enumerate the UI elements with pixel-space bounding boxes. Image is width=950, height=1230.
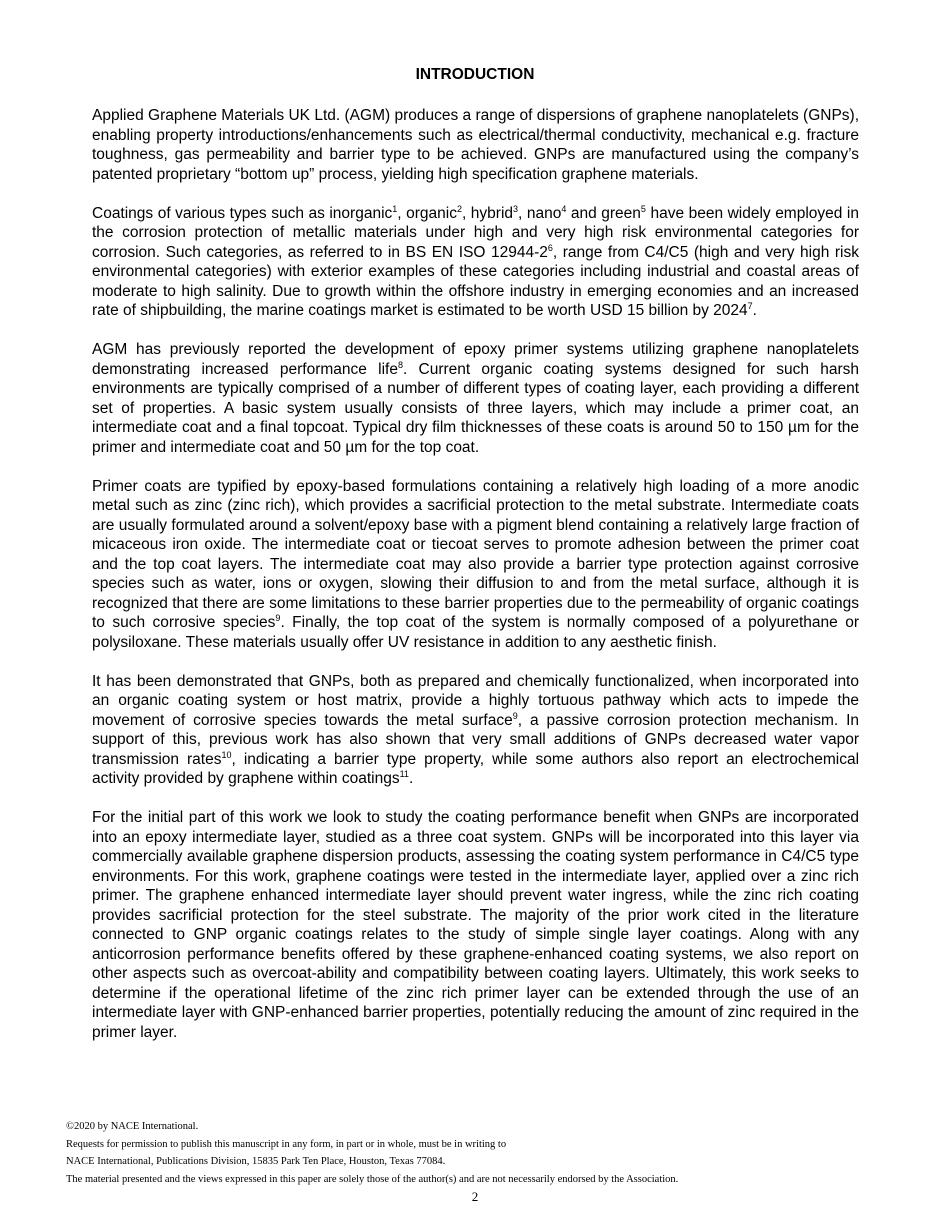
citation-superscript: 7	[747, 301, 753, 311]
paragraph-text: , nano	[518, 204, 562, 222]
paragraph-text: Primer coats are typified by epoxy-based formulations containing a relatively high loading of a more anodic metal such as zinc (zinc rich), which provides a sacrificial protection to the metal substrate. Intermediate coats are usually formulated around a solvent/epoxy base with a pigment blend containing a relatively large fraction of micaceous iron oxide. The intermediate coat or tiecoat serves to promote adhesion between the primer coat and the top coat layers. The intermediate coat may also provide a barrier type protection against corrosive species such as water, ions or oxygen, slowing their diffusion to and from the metal surface, although it is recognized that there are some limitations to these barrier properties due to the permeability of organic coatings to such corrosive species	[92, 477, 859, 631]
citation-superscript: 8	[397, 359, 403, 370]
citation-superscript: 10	[221, 749, 232, 760]
copyright-line: ©2020 by NACE International.	[66, 1121, 199, 1132]
paragraph-text: , a passive corrosion protection mechanism. In support of this, previous work has also shown that very small additions of GNPs decreased water vapor transmission rates	[92, 711, 860, 768]
section-heading: INTRODUCTION	[415, 66, 535, 83]
paragraph-text: . Finally, the top coat of the system is normally composed of a polyurethane or polysiloxane. These materials usually offer UV resistance in addition to any aesthetic finish.	[92, 614, 859, 651]
paragraph-text: , indicating a barrier type property, while some authors also report an electrochemical activity provided by graphene within coatings	[92, 750, 860, 787]
copyright-footer	[66, 1118, 886, 1188]
citation-superscript: 11	[399, 769, 409, 779]
paragraph-text: Applied Graphene Materials UK Ltd. (AGM) produces a range of dispersions of graphene nanoplatelets (GNPs), enabling property introductions/enhancements such as electrical/thermal conductivity, mechanical e.g. fracture toughness, gas permeability and barrier type to be achieved. GNPs are manufactured using the company’s patented proprietary “bottom up” process, yielding high specification graphene materials.	[92, 107, 859, 183]
paragraph	[92, 340, 859, 457]
paragraph	[92, 106, 859, 184]
citation-superscript: 1	[392, 203, 398, 214]
paragraph-text: and green	[566, 204, 641, 222]
publisher-address-line: NACE International, Publications Division, 15835 Park Ten Place, Houston, Texas 77084.	[66, 1156, 446, 1167]
citation-superscript: 3	[513, 203, 519, 214]
citation-superscript: 5	[640, 203, 646, 214]
paragraph-text: have been widely employed in the corrosion protection of metallic materials under high and very high risk environmental categories for corrosion. Such categories, as referred to in BS EN ISO 12944-2	[92, 204, 859, 261]
paragraph	[92, 204, 859, 321]
citation-superscript: 4	[561, 203, 567, 214]
paragraph	[92, 477, 859, 653]
citation-superscript: 9	[275, 613, 281, 623]
paragraph-text: . Current organic coating systems designed for such harsh environments are typically comprised of a number of different types of coating layer, each providing a different set of properties. A basic system usually consists of three layers, which may include a primer coat, an intermediate coat and a final topcoat. Typical dry film thicknesses of these coats is around 50 to 150 µm for the primer and intermediate coat and 50 µm for the top coat.	[92, 360, 859, 456]
permission-line: Requests for permission to publish this manuscript in any form, in part or in whole, must be in writing to	[66, 1138, 507, 1150]
paragraph-text: , organic	[397, 204, 457, 222]
paragraph-text: AGM has previously reported the development of epoxy primer systems utilizing graphene nanoplatelets demonstrating increased performance life	[92, 341, 859, 378]
disclaimer-line: The material presented and the views expressed in this paper are solely those of the author(s) and are not necessarily endorsed by the Association.	[66, 1173, 679, 1185]
paragraph	[92, 672, 859, 789]
paragraph-text: , range from C4/C5 (high and very high risk environmental categories) with exterior examples of these categories including industrial and coastal areas of moderate to high salinity. Due to growth within the offshore industry in emerging economies and an increased rate of shipbuilding, the marine coatings market is estimated to be worth USD 15 billion by 2024	[92, 243, 859, 319]
paragraph-text: .	[752, 302, 757, 319]
paragraph-text: .	[408, 770, 414, 787]
paragraph-text: It has been demonstrated that GNPs, both as prepared and chemically functionalized, when incorporated into an organic coating system or host matrix, provide a highly tortuous pathway which acts to impede the movement of corrosive species towards the metal surface	[92, 672, 859, 729]
introduction-body	[92, 106, 859, 1062]
paragraph-text: Coatings of various types such as inorganic	[92, 204, 393, 222]
page-number: 2	[471, 1189, 479, 1204]
paragraph-text: For the initial part of this work we look to study the coating performance benefit when GNPs are incorporated into an epoxy intermediate layer, studied as a three coat system. GNPs will be incorporated into this layer via commercially available graphene dispersion products, assessing the coating system performance in C4/C5 type environments. For this work, graphene coatings were tested in the intermediate layer, applied over a zinc rich primer. The graphene enhanced intermediate layer should prevent water ingress, while the zinc rich coating provides sacrificial protection for the steel substrate. The majority of the prior work cited in the literature connected to GNP organic coatings relates to the study of simple single layer coatings. Along with any anticorrosion performance benefits offered by these graphene-enhanced coating systems, we also report on other aspects such as overcoat-ability and compatibility between coating layers. Ultimately, this work seeks to determine if the operational lifetime of the zinc rich primer layer can be extended through the use of an intermediate layer with GNP-enhanced barrier properties, potentially reducing the amount of zinc required in the primer layer.	[92, 809, 859, 1041]
citation-superscript: 9	[512, 710, 518, 721]
citation-superscript: 2	[456, 203, 462, 214]
citation-superscript: 6	[547, 242, 553, 253]
paragraph	[92, 808, 859, 1042]
paragraph-text: , hybrid	[461, 204, 514, 222]
